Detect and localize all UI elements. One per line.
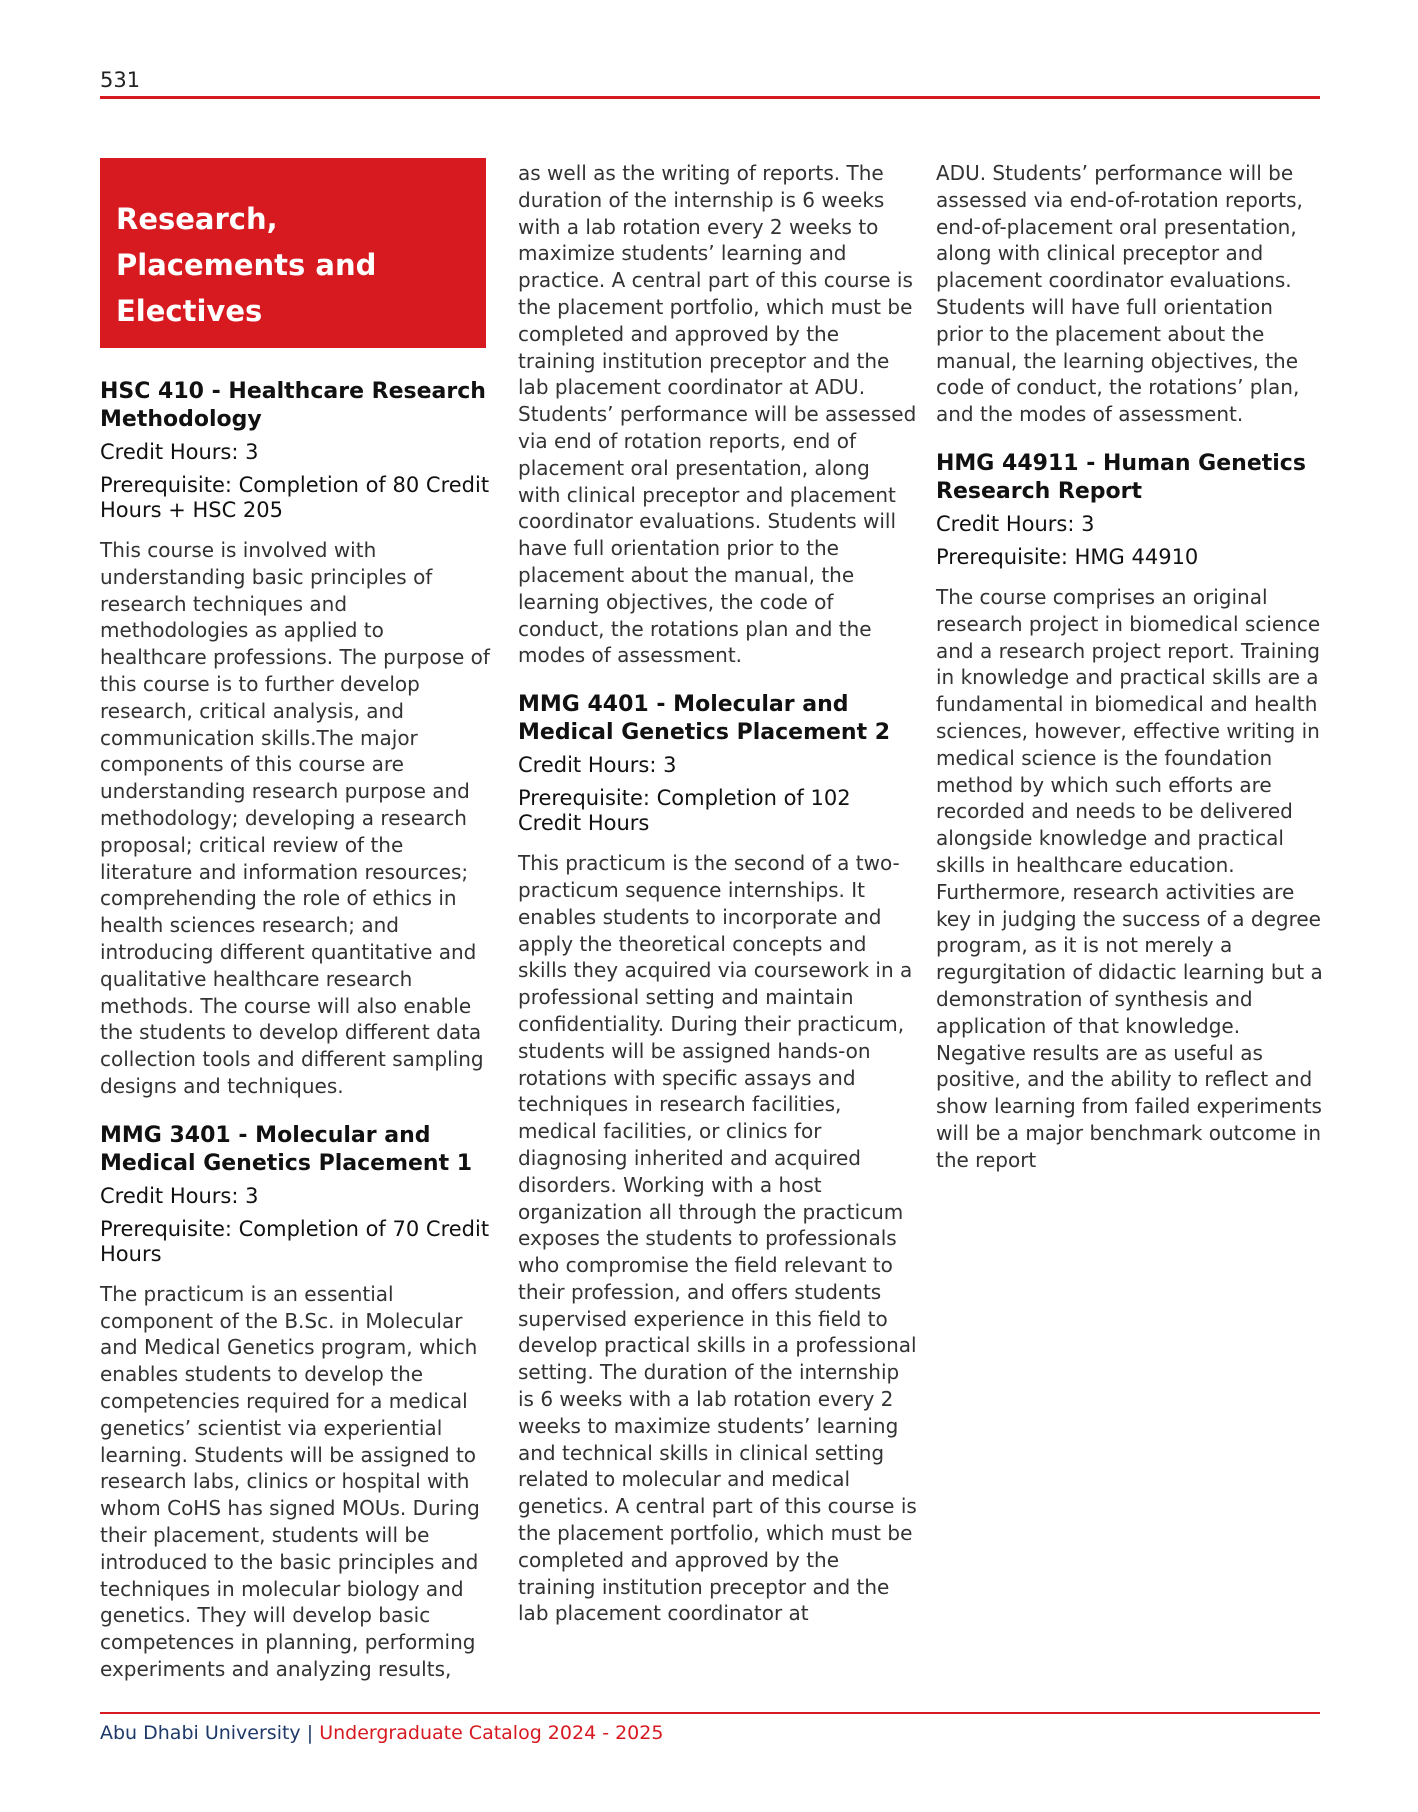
section-title: Research, Placements and Electives <box>100 158 486 348</box>
description-mmg3401-part1: The practicum is an essential component of the B.Sc. in Molecular and Medical Genetics program, which enables students to develop the competencies required for a medical genetics’ scientist via experiential learning. Students will be assigned to research labs, clinics or hospital with whom CoHS has signed MOUs. During their placement, students will be introduced to the basic principles and techniques in molecular biology and genetics. They will develop basic competences in planning, performing experiments and analyzing results, <box>100 1281 480 1681</box>
credit-hours-mmg3401: Credit Hours: 3 <box>100 1183 259 1208</box>
header-rule <box>100 96 1320 99</box>
course-title-mmg4401: MMG 4401 - Molecular and Medical Genetics Placement 2 <box>518 692 891 746</box>
prerequisite-mmg4401: Prerequisite: Completion of 102 Credit Hours <box>518 786 851 836</box>
course-title-hsc410: HSC 410 - Healthcare Research Methodology <box>100 379 486 432</box>
prerequisite-hmg44911: Prerequisite: HMG 44910 <box>936 544 1199 569</box>
footer <box>100 1720 663 1746</box>
prerequisite-hsc410: Prerequisite: Completion of 80 Credit Hours + HSC 205 <box>100 473 490 522</box>
credit-hours-hmg44911: Credit Hours: 3 <box>936 511 1095 536</box>
description-mmg4401-part1: This practicum is the second of a two-practicum sequence internships. It enables students to incorporate and apply the theoretical concepts and skills they acquired via coursework in a professional setting and maintain confidentiality. During their practicum, students will be assigned hands-on rotations with specific assays and techniques in research facilities, medical facilities, or clinics for diagnosing inherited and acquired disorders. Working with a host organization all through the practicum exposes the students to professionals who compromise the field relevant to their profession, and offers students supervised experience in this field to develop practical skills in a professional setting. The duration of the internship is 6 weeks with a lab rotation every 2 weeks to maximize students’ learning and technical skills in clinical setting related to molecular and medical genetics. A central part of this course is the placement portfolio, which must be completed and approved by the training institution preceptor and the lab placement coordinator at <box>518 851 917 1626</box>
footer-rule <box>100 1712 1320 1714</box>
page-number: 531 <box>100 68 141 92</box>
prerequisite-mmg3401: Prerequisite: Completion of 70 Credit Hours <box>100 1216 490 1266</box>
description-hsc410: This course is involved with understanding basic principles of research techniques and methodologies as applied to healthcare professions. The purpose of this course is to further develop research, critical analysis, and communication skills.The major components of this course are understanding research purpose and methodology; developing a research proposal; critical review of the literature and information resources; comprehending the role of ethics in health sciences research; and introducing different quantitative and qualitative healthcare research methods. The course will also enable the students to develop different data collection tools and different sampling designs and techniques. <box>100 538 490 1098</box>
description-mmg3401-part2: as well as the writing of reports. The duration of the internship is 6 weeks with a lab rotation every 2 weeks to maximize students’ learning and practice. A central part of this course is the placement portfolio, which must be completed and approved by the training institution preceptor and the lab placement coordinator at ADU. Students’ performance will be assessed via end of rotation reports, end of placement oral presentation, along with clinical preceptor and placement coordinator evaluations. Students will have full orientation prior to the placement about the manual, the learning objectives, the code of conduct, the rotations plan and the modes of assessment. <box>518 161 917 668</box>
description-hmg44911: The course comprises an original research project in biomedical science and a research project report. Training in knowledge and practical skills are a fundamental in biomedical and health sciences, however, effective writing in medical science is the foundation method by which such efforts are recorded and needs to be delivered alongside knowledge and practical skills in healthcare education. Furthermore, research activities are key in judging the success of a degree program, as it is not merely a regurgitation of didactic learning but a demonstration of synthesis and application of that knowledge. Negative results are as useful as positive, and the ability to reflect and show learning from failed experiments will be a major benchmark outcome in the report <box>936 584 1323 1172</box>
footer-university: Abu Dhabi University <box>100 1722 301 1744</box>
footer-separator: | <box>306 1722 314 1744</box>
course-title-hmg44911: HMG 44911 - Human Genetics Research Report <box>936 450 1306 504</box>
column-2 <box>518 160 918 1649</box>
credit-hours-hsc410: Credit Hours: 3 <box>100 440 259 464</box>
course-title-mmg3401: MMG 3401 - Molecular and Medical Genetics Placement 1 <box>100 1122 473 1176</box>
footer-catalog: Undergraduate Catalog 2024 - 2025 <box>319 1722 664 1744</box>
column-1 <box>100 158 490 1705</box>
column-3 <box>936 160 1326 1196</box>
credit-hours-mmg4401: Credit Hours: 3 <box>518 753 677 778</box>
description-mmg4401-part2: ADU. Students’ performance will be assessed via end-of-rotation reports, end-of-placement oral presentation, along with clinical preceptor and placement coordinator evaluations. Students will have full orientation prior to the placement about the manual, the learning objectives, the code of conduct, the rotations’ plan, and the modes of assessment. <box>936 161 1303 427</box>
